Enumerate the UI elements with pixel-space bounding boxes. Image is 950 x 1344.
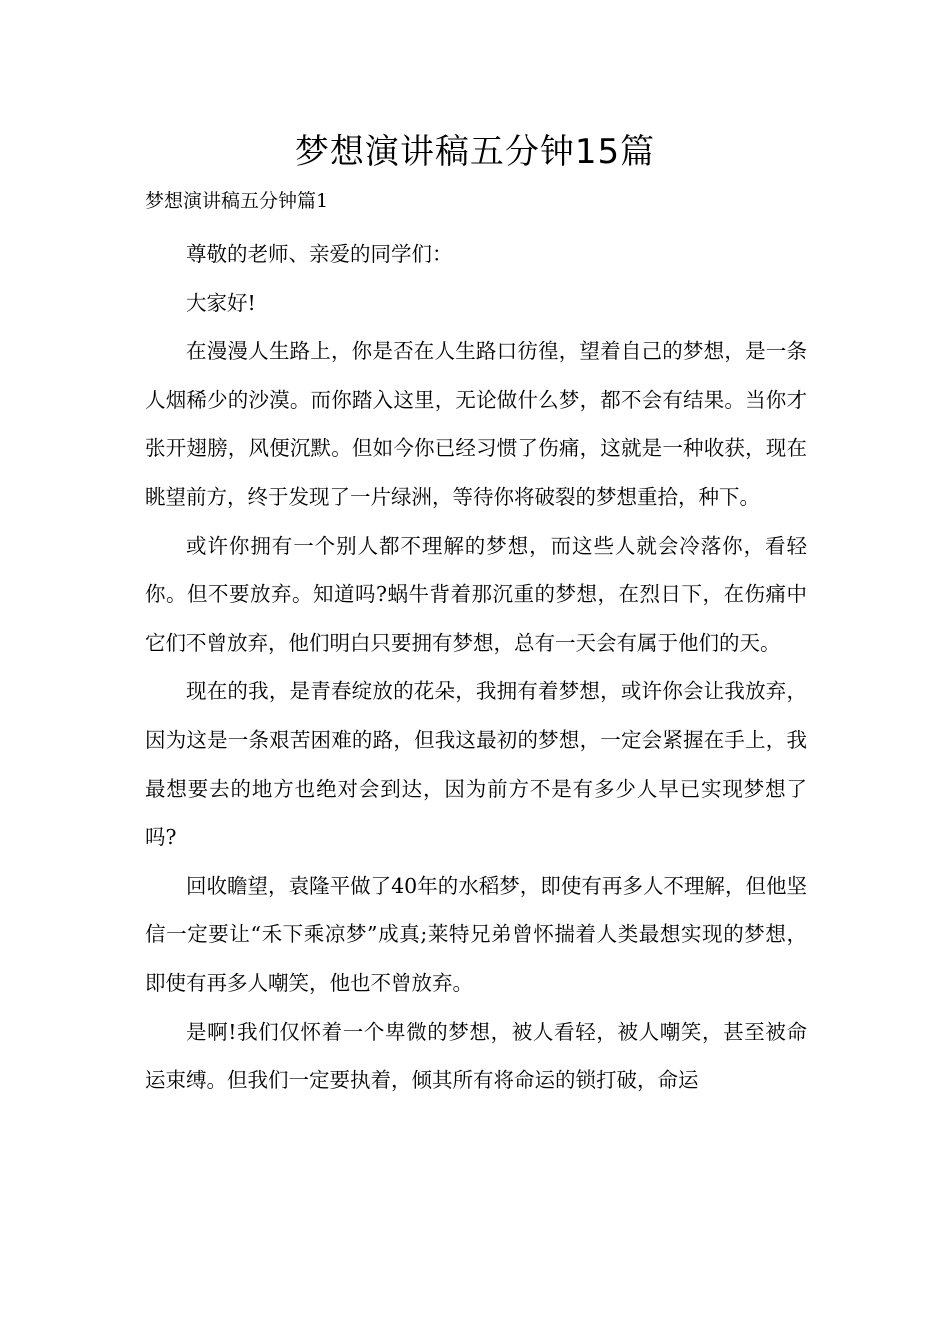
document-title: 梦想演讲稿五分钟15篇 bbox=[294, 132, 656, 172]
paragraph-hello: 大家好! bbox=[186, 290, 256, 315]
document-body bbox=[145, 230, 807, 1105]
paragraph: 是啊!我们仅怀着一个卑微的梦想，被人看轻，被人嘲笑，甚至被命运束缚。但我们一定要执着，倾其所有将命运的锁打破，命运 bbox=[145, 1019, 807, 1093]
paragraph: 在漫漫人生路上，你是否在人生路口彷徨，望着自己的梦想，是一条人烟稀少的沙漠。而你踏入这里，无论做什么梦，都不会有结果。当你才张开翅膀，风便沉默。但如今你已经习惯了伤痛，这就是一种收获，现在眺望前方，终于发现了一片绿洲，等待你将破裂的梦想重拾，种下。 bbox=[145, 339, 807, 509]
paragraph-greeting: 尊敬的老师、亲爱的同学们： bbox=[186, 242, 453, 266]
paragraph: 现在的我，是青春绽放的花朵，我拥有着梦想，或许你会让我放弃，因为这是一条艰苦困难的路，但我这最初的梦想，一定会紧握在手上，我最想要去的地方也绝对会到达，因为前方不是有多少人早已实现梦想了吗? bbox=[145, 679, 807, 850]
paragraph: 回收瞻望，袁隆平做了40年的水稻梦，即使有再多人不理解，但他坚信一定要让“禾下乘凉梦”成真;莱特兄弟曾怀揣着人类最想实现的梦想，即使有再多人嘲笑，他也不曾放弃。 bbox=[145, 873, 807, 995]
paragraph: 或许你拥有一个别人都不理解的梦想，而这些人就会冷落你，看轻你。但不要放弃。知道吗?蜗牛背着那沉重的梦想，在烈日下，在伤痛中它们不曾放弃，他们明白只要拥有梦想，总有一天会有属于他们的天。 bbox=[145, 533, 807, 655]
section-heading: 梦想演讲稿五分钟篇1 bbox=[145, 190, 329, 212]
